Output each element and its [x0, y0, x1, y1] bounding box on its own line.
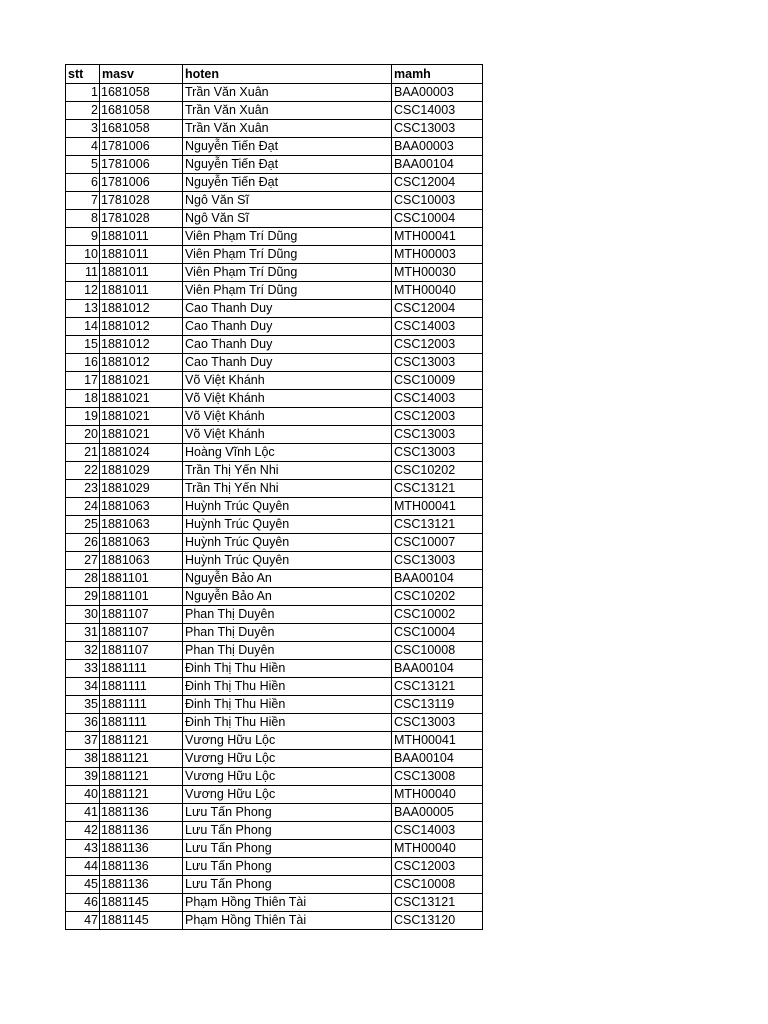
mamh-cell[interactable]: CSC10002	[392, 606, 483, 624]
hoten-cell[interactable]: Lưu Tấn Phong	[183, 858, 392, 876]
table-row	[66, 480, 483, 498]
mamh-cell[interactable]: CSC13121	[392, 894, 483, 912]
masv-cell[interactable]: 1881021	[100, 390, 183, 408]
table-row	[66, 192, 483, 210]
hoten-cell[interactable]: Lưu Tấn Phong	[183, 876, 392, 894]
stt-cell[interactable]: 34	[66, 678, 100, 696]
table-row	[66, 642, 483, 660]
mamh-cell[interactable]: CSC13121	[392, 678, 483, 696]
masv-cell[interactable]: 1881136	[100, 876, 183, 894]
stt-cell[interactable]: 42	[66, 822, 100, 840]
hoten-cell[interactable]: Đinh Thị Thu Hiền	[183, 714, 392, 732]
masv-cell[interactable]: 1881136	[100, 822, 183, 840]
hoten-cell[interactable]: Nguyễn Tiến Đạt	[183, 174, 392, 192]
mamh-cell[interactable]: CSC10202	[392, 588, 483, 606]
masv-cell[interactable]: 1881011	[100, 282, 183, 300]
table-row	[66, 174, 483, 192]
stt-cell[interactable]: 38	[66, 750, 100, 768]
hoten-cell[interactable]: Cao Thanh Duy	[183, 300, 392, 318]
mamh-cell[interactable]: CSC13003	[392, 714, 483, 732]
hoten-cell[interactable]: Võ Việt Khánh	[183, 426, 392, 444]
mamh-cell[interactable]: CSC12003	[392, 408, 483, 426]
hoten-cell[interactable]: Viên Phạm Trí Dũng	[183, 246, 392, 264]
table-row	[66, 102, 483, 120]
stt-cell[interactable]: 20	[66, 426, 100, 444]
hoten-cell[interactable]: Lưu Tấn Phong	[183, 840, 392, 858]
mamh-cell[interactable]: MTH00040	[392, 282, 483, 300]
mamh-cell[interactable]: CSC13003	[392, 552, 483, 570]
mamh-cell[interactable]: CSC13120	[392, 912, 483, 930]
table-row	[66, 588, 483, 606]
stt-cell[interactable]: 12	[66, 282, 100, 300]
stt-cell[interactable]: 15	[66, 336, 100, 354]
stt-cell[interactable]: 45	[66, 876, 100, 894]
table-row	[66, 552, 483, 570]
masv-cell[interactable]: 1881011	[100, 228, 183, 246]
mamh-cell[interactable]: MTH00041	[392, 732, 483, 750]
mamh-cell[interactable]: CSC13119	[392, 696, 483, 714]
masv-cell[interactable]: 1881111	[100, 660, 183, 678]
table-row	[66, 318, 483, 336]
hoten-cell[interactable]: Phan Thị Duyên	[183, 606, 392, 624]
masv-cell[interactable]: 1881136	[100, 858, 183, 876]
mamh-cell[interactable]: BAA00003	[392, 84, 483, 102]
masv-cell[interactable]: 1881029	[100, 462, 183, 480]
stt-cell[interactable]: 43	[66, 840, 100, 858]
masv-cell[interactable]: 1881111	[100, 696, 183, 714]
hoten-cell[interactable]: Ngô Văn Sĩ	[183, 210, 392, 228]
stt-cell[interactable]: 3	[66, 120, 100, 138]
stt-cell[interactable]: 39	[66, 768, 100, 786]
masv-cell[interactable]: 1881121	[100, 732, 183, 750]
hoten-cell[interactable]: Huỳnh Trúc Quyên	[183, 516, 392, 534]
masv-cell[interactable]: 1881012	[100, 354, 183, 372]
mamh-cell[interactable]: CSC10007	[392, 534, 483, 552]
masv-cell[interactable]: 1881012	[100, 336, 183, 354]
stt-cell[interactable]: 46	[66, 894, 100, 912]
masv-cell[interactable]: 1881021	[100, 408, 183, 426]
table-row	[66, 516, 483, 534]
masv-cell[interactable]: 1881063	[100, 552, 183, 570]
table-row	[66, 354, 483, 372]
stt-cell[interactable]: 13	[66, 300, 100, 318]
stt-cell[interactable]: 47	[66, 912, 100, 930]
stt-cell[interactable]: 4	[66, 138, 100, 156]
masv-cell[interactable]: 1881111	[100, 714, 183, 732]
stt-cell[interactable]: 2	[66, 102, 100, 120]
mamh-cell[interactable]: CSC13003	[392, 426, 483, 444]
table-row	[66, 462, 483, 480]
table-row	[66, 300, 483, 318]
stt-cell[interactable]: 30	[66, 606, 100, 624]
hoten-cell[interactable]: Cao Thanh Duy	[183, 354, 392, 372]
table-row	[66, 822, 483, 840]
stt-cell[interactable]: 9	[66, 228, 100, 246]
table-row	[66, 246, 483, 264]
header-row	[66, 65, 483, 84]
masv-cell[interactable]: 1881021	[100, 372, 183, 390]
table-row	[66, 858, 483, 876]
table-row	[66, 408, 483, 426]
hoten-cell[interactable]: Phạm Hồng Thiên Tài	[183, 894, 392, 912]
masv-cell[interactable]: 1781028	[100, 192, 183, 210]
mamh-cell[interactable]: MTH00041	[392, 228, 483, 246]
table-row	[66, 390, 483, 408]
hoten-cell[interactable]: Vương Hữu Lộc	[183, 732, 392, 750]
mamh-cell[interactable]: CSC10008	[392, 642, 483, 660]
table-row	[66, 624, 483, 642]
masv-cell[interactable]: 1781006	[100, 156, 183, 174]
stt-cell[interactable]: 24	[66, 498, 100, 516]
masv-cell[interactable]: 1881136	[100, 840, 183, 858]
masv-cell[interactable]: 1881121	[100, 768, 183, 786]
hoten-cell[interactable]: Trần Thị Yến Nhi	[183, 462, 392, 480]
stt-cell[interactable]: 1	[66, 84, 100, 102]
mamh-cell[interactable]: CSC10003	[392, 192, 483, 210]
table-row	[66, 498, 483, 516]
table-row	[66, 894, 483, 912]
mamh-cell[interactable]: CSC12003	[392, 336, 483, 354]
hoten-cell[interactable]: Vương Hữu Lộc	[183, 768, 392, 786]
stt-cell[interactable]: 19	[66, 408, 100, 426]
stt-cell[interactable]: 16	[66, 354, 100, 372]
stt-cell[interactable]: 22	[66, 462, 100, 480]
hoten-cell[interactable]: Lưu Tấn Phong	[183, 822, 392, 840]
stt-cell[interactable]: 11	[66, 264, 100, 282]
stt-cell[interactable]: 23	[66, 480, 100, 498]
masv-cell[interactable]: 1881024	[100, 444, 183, 462]
stt-cell[interactable]: 26	[66, 534, 100, 552]
hoten-cell[interactable]: Huỳnh Trúc Quyên	[183, 552, 392, 570]
mamh-cell[interactable]: MTH00041	[392, 498, 483, 516]
hoten-cell[interactable]: Lưu Tấn Phong	[183, 804, 392, 822]
masv-cell[interactable]: 1881121	[100, 750, 183, 768]
table-row	[66, 768, 483, 786]
mamh-cell[interactable]: CSC13003	[392, 120, 483, 138]
hoten-cell[interactable]: Trần Văn Xuân	[183, 102, 392, 120]
table-row	[66, 336, 483, 354]
masv-cell[interactable]: 1781028	[100, 210, 183, 228]
mamh-cell[interactable]: BAA00005	[392, 804, 483, 822]
table-row	[66, 138, 483, 156]
table-row	[66, 876, 483, 894]
table-row	[66, 678, 483, 696]
mamh-cell[interactable]: CSC12004	[392, 300, 483, 318]
hoten-cell[interactable]: Nguyễn Tiến Đạt	[183, 156, 392, 174]
mamh-cell[interactable]: CSC10004	[392, 624, 483, 642]
masv-cell[interactable]: 1881107	[100, 642, 183, 660]
stt-cell[interactable]: 32	[66, 642, 100, 660]
hoten-cell[interactable]: Viên Phạm Trí Dũng	[183, 264, 392, 282]
stt-cell[interactable]: 6	[66, 174, 100, 192]
hoten-cell[interactable]: Vương Hữu Lộc	[183, 786, 392, 804]
masv-cell[interactable]: 1681058	[100, 120, 183, 138]
mamh-cell[interactable]: BAA00104	[392, 156, 483, 174]
stt-cell[interactable]: 41	[66, 804, 100, 822]
masv-cell[interactable]: 1881107	[100, 606, 183, 624]
mamh-cell[interactable]: CSC14003	[392, 318, 483, 336]
column-header-mamh[interactable]: mamh	[392, 65, 483, 84]
table-row	[66, 714, 483, 732]
mamh-cell[interactable]: BAA00003	[392, 138, 483, 156]
masv-cell[interactable]: 1881121	[100, 786, 183, 804]
table-row	[66, 804, 483, 822]
masv-cell[interactable]: 1681058	[100, 102, 183, 120]
mamh-cell[interactable]: CSC13121	[392, 480, 483, 498]
spreadsheet-table	[65, 64, 483, 930]
table-row	[66, 372, 483, 390]
table-row	[66, 732, 483, 750]
stt-cell[interactable]: 18	[66, 390, 100, 408]
hoten-cell[interactable]: Ngô Văn Sĩ	[183, 192, 392, 210]
masv-cell[interactable]: 1881111	[100, 678, 183, 696]
table-row	[66, 264, 483, 282]
stt-cell[interactable]: 25	[66, 516, 100, 534]
hoten-cell[interactable]: Hoàng Vĩnh Lộc	[183, 444, 392, 462]
table-row	[66, 426, 483, 444]
mamh-cell[interactable]: BAA00104	[392, 750, 483, 768]
mamh-cell[interactable]: BAA00104	[392, 660, 483, 678]
table-row	[66, 696, 483, 714]
masv-cell[interactable]: 1881012	[100, 300, 183, 318]
table-row	[66, 840, 483, 858]
hoten-cell[interactable]: Cao Thanh Duy	[183, 318, 392, 336]
stt-cell[interactable]: 8	[66, 210, 100, 228]
stt-cell[interactable]: 7	[66, 192, 100, 210]
mamh-cell[interactable]: CSC14003	[392, 822, 483, 840]
stt-cell[interactable]: 35	[66, 696, 100, 714]
stt-cell[interactable]: 31	[66, 624, 100, 642]
mamh-cell[interactable]: CSC14003	[392, 390, 483, 408]
stt-cell[interactable]: 29	[66, 588, 100, 606]
hoten-cell[interactable]: Cao Thanh Duy	[183, 336, 392, 354]
stt-cell[interactable]: 36	[66, 714, 100, 732]
table-row	[66, 282, 483, 300]
hoten-cell[interactable]: Viên Phạm Trí Dũng	[183, 228, 392, 246]
masv-cell[interactable]: 1881011	[100, 264, 183, 282]
stt-cell[interactable]: 27	[66, 552, 100, 570]
table-row	[66, 156, 483, 174]
mamh-cell[interactable]: CSC12003	[392, 858, 483, 876]
table-row	[66, 660, 483, 678]
table-body	[66, 84, 483, 930]
column-header-stt[interactable]: stt	[66, 65, 100, 84]
table-row	[66, 570, 483, 588]
table-row	[66, 534, 483, 552]
mamh-cell[interactable]: CSC13121	[392, 516, 483, 534]
mamh-cell[interactable]: CSC13003	[392, 354, 483, 372]
hoten-cell[interactable]: Võ Việt Khánh	[183, 372, 392, 390]
mamh-cell[interactable]: CSC10008	[392, 876, 483, 894]
hoten-cell[interactable]: Nguyễn Bảo An	[183, 588, 392, 606]
masv-cell[interactable]: 1881063	[100, 516, 183, 534]
table-row	[66, 210, 483, 228]
hoten-cell[interactable]: Vương Hữu Lộc	[183, 750, 392, 768]
mamh-cell[interactable]: MTH00030	[392, 264, 483, 282]
masv-cell[interactable]: 1881101	[100, 588, 183, 606]
mamh-cell[interactable]: MTH00003	[392, 246, 483, 264]
hoten-cell[interactable]: Đinh Thị Thu Hiền	[183, 660, 392, 678]
stt-cell[interactable]: 14	[66, 318, 100, 336]
mamh-cell[interactable]: CSC13008	[392, 768, 483, 786]
mamh-cell[interactable]: MTH00040	[392, 840, 483, 858]
masv-cell[interactable]: 1881145	[100, 894, 183, 912]
hoten-cell[interactable]: Võ Việt Khánh	[183, 408, 392, 426]
masv-cell[interactable]: 1881029	[100, 480, 183, 498]
masv-cell[interactable]: 1881145	[100, 912, 183, 930]
masv-cell[interactable]: 1881011	[100, 246, 183, 264]
mamh-cell[interactable]: CSC10004	[392, 210, 483, 228]
mamh-cell[interactable]: MTH00040	[392, 786, 483, 804]
mamh-cell[interactable]: CSC10009	[392, 372, 483, 390]
mamh-cell[interactable]: CSC14003	[392, 102, 483, 120]
stt-cell[interactable]: 28	[66, 570, 100, 588]
hoten-cell[interactable]: Trần Thị Yến Nhi	[183, 480, 392, 498]
masv-cell[interactable]: 1781006	[100, 174, 183, 192]
stt-cell[interactable]: 33	[66, 660, 100, 678]
table-row	[66, 912, 483, 930]
mamh-cell[interactable]: BAA00104	[392, 570, 483, 588]
hoten-cell[interactable]: Huỳnh Trúc Quyên	[183, 534, 392, 552]
masv-cell[interactable]: 1881101	[100, 570, 183, 588]
hoten-cell[interactable]: Trần Văn Xuân	[183, 84, 392, 102]
masv-cell[interactable]: 1881136	[100, 804, 183, 822]
hoten-cell[interactable]: Phan Thị Duyên	[183, 642, 392, 660]
column-header-masv[interactable]: masv	[100, 65, 183, 84]
column-header-hoten[interactable]: hoten	[183, 65, 392, 84]
hoten-cell[interactable]: Phạm Hồng Thiên Tài	[183, 912, 392, 930]
mamh-cell[interactable]: CSC10202	[392, 462, 483, 480]
mamh-cell[interactable]: CSC13003	[392, 444, 483, 462]
stt-cell[interactable]: 17	[66, 372, 100, 390]
table-row	[66, 786, 483, 804]
table-row	[66, 444, 483, 462]
stt-cell[interactable]: 37	[66, 732, 100, 750]
masv-cell[interactable]: 1681058	[100, 84, 183, 102]
masv-cell[interactable]: 1881107	[100, 624, 183, 642]
stt-cell[interactable]: 40	[66, 786, 100, 804]
hoten-cell[interactable]: Nguyễn Tiến Đạt	[183, 138, 392, 156]
stt-cell[interactable]: 44	[66, 858, 100, 876]
hoten-cell[interactable]: Viên Phạm Trí Dũng	[183, 282, 392, 300]
masv-cell[interactable]: 1781006	[100, 138, 183, 156]
table-row	[66, 750, 483, 768]
hoten-cell[interactable]: Phan Thị Duyên	[183, 624, 392, 642]
stt-cell[interactable]: 10	[66, 246, 100, 264]
masv-cell[interactable]: 1881012	[100, 318, 183, 336]
hoten-cell[interactable]: Đinh Thị Thu Hiền	[183, 696, 392, 714]
masv-cell[interactable]: 1881021	[100, 426, 183, 444]
stt-cell[interactable]: 21	[66, 444, 100, 462]
hoten-cell[interactable]: Trần Văn Xuân	[183, 120, 392, 138]
hoten-cell[interactable]: Đinh Thị Thu Hiền	[183, 678, 392, 696]
stt-cell[interactable]: 5	[66, 156, 100, 174]
table-row	[66, 228, 483, 246]
table-row	[66, 606, 483, 624]
table-row	[66, 84, 483, 102]
hoten-cell[interactable]: Nguyễn Bảo An	[183, 570, 392, 588]
table-row	[66, 120, 483, 138]
masv-cell[interactable]: 1881063	[100, 534, 183, 552]
masv-cell[interactable]: 1881063	[100, 498, 183, 516]
hoten-cell[interactable]: Huỳnh Trúc Quyên	[183, 498, 392, 516]
hoten-cell[interactable]: Võ Việt Khánh	[183, 390, 392, 408]
mamh-cell[interactable]: CSC12004	[392, 174, 483, 192]
